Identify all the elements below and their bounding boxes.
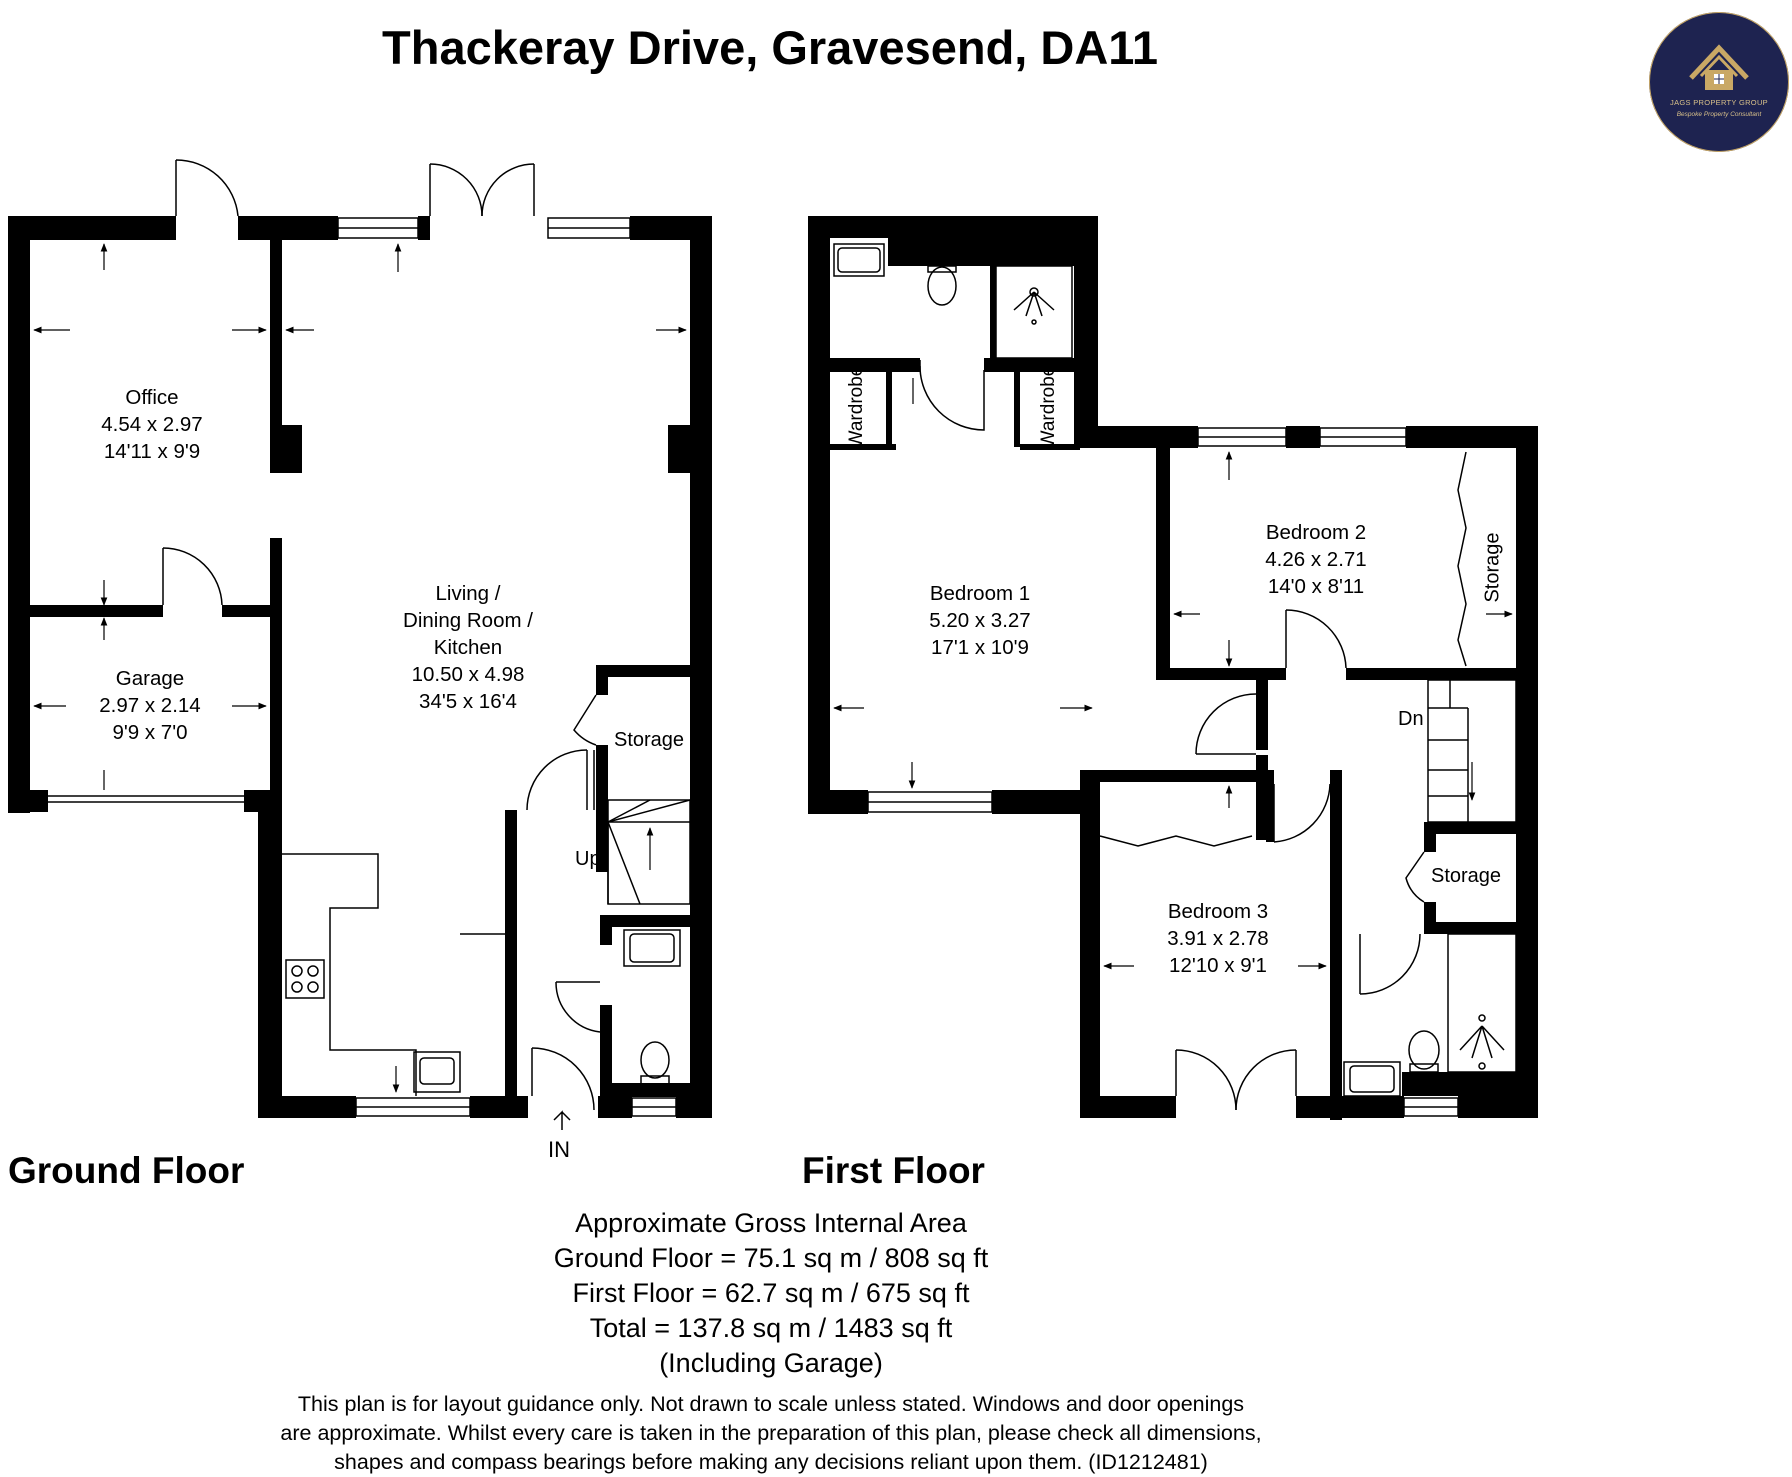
bedroom1-metric: 5.20 x 3.27 [929,609,1031,632]
disclaimer-line1: This plan is for layout guidance only. Not drawn to scale unless stated. Windows and door openings [297,1392,1245,1416]
area-ground: Ground Floor = 75.1 sq m / 808 sq ft [553,1243,989,1273]
living-line2: Dining Room / [403,609,533,632]
area-summary [0,1206,1542,1381]
first-floor-label: First Floor [802,1150,985,1191]
office-name: Office [125,386,179,409]
wardrobe-right-label: Wardrobe [1038,365,1059,449]
stairs-down-label: Dn [1398,708,1424,730]
bedroom3-imperial: 12'10 x 9'1 [1169,954,1267,977]
garage-label [90,665,210,746]
logo-company-name: JAGS PROPERTY GROUP [1670,98,1768,107]
garage-name: Garage [115,667,185,690]
living-line1: Living / [435,582,501,605]
bedroom3-metric: 3.91 x 2.78 [1167,927,1269,950]
garage-imperial: 9'9 x 7'0 [112,721,188,744]
area-heading: Approximate Gross Internal Area [575,1208,967,1238]
office-imperial: 14'11 x 9'9 [103,440,201,463]
area-note: (Including Garage) [659,1348,883,1378]
office-label [92,384,212,465]
disclaimer [0,1390,1542,1477]
ground-storage-label: Storage [614,729,685,751]
stairs-up-label: Up [575,848,601,870]
bedroom2-storage-label: Storage [1481,532,1504,603]
ground-floor-label: Ground Floor [8,1150,245,1191]
office-metric: 4.54 x 2.97 [101,413,203,436]
bedroom2-label [1236,519,1396,600]
area-total: Total = 137.8 sq m / 1483 sq ft [589,1313,953,1343]
wardrobe-left-label: Wardrobe [846,365,867,449]
bedroom2-metric: 4.26 x 2.71 [1265,548,1367,571]
disclaimer-line3: shapes and compass bearings before making any decisions reliant upon them. (ID1212481) [334,1450,1208,1474]
entrance-label: IN [548,1137,570,1162]
disclaimer-line2: are approximate. Whilst every care is taken in the preparation of this plan, please check all dimensions, [280,1421,1262,1445]
property-title: Thackeray Drive, Gravesend, DA11 [382,21,1158,74]
house-roof-logo-icon [1649,12,1789,152]
bedroom1-name: Bedroom 1 [929,582,1031,605]
area-first: First Floor = 62.7 sq m / 675 sq ft [572,1278,970,1308]
first-floor-walls [808,216,1538,1120]
garage-metric: 2.97 x 2.14 [99,694,201,717]
living-imperial: 34'5 x 16'4 [419,690,517,713]
company-logo [1649,12,1789,152]
landing-storage-label: Storage [1431,865,1502,887]
bedroom2-imperial: 14'0 x 8'11 [1267,575,1365,598]
bedroom3-name: Bedroom 3 [1167,900,1269,923]
logo-tagline: Bespoke Property Consultant [1676,111,1762,118]
ground-floor-thin-lines [48,160,690,1130]
bedroom1-label [900,580,1060,661]
bedroom1-imperial: 17'1 x 10'9 [931,636,1029,659]
bedroom3-label [1138,898,1298,979]
living-line3: Kitchen [433,636,503,659]
living-metric: 10.50 x 4.98 [411,663,525,686]
bedroom2-name: Bedroom 2 [1265,521,1367,544]
living-label [388,580,548,715]
